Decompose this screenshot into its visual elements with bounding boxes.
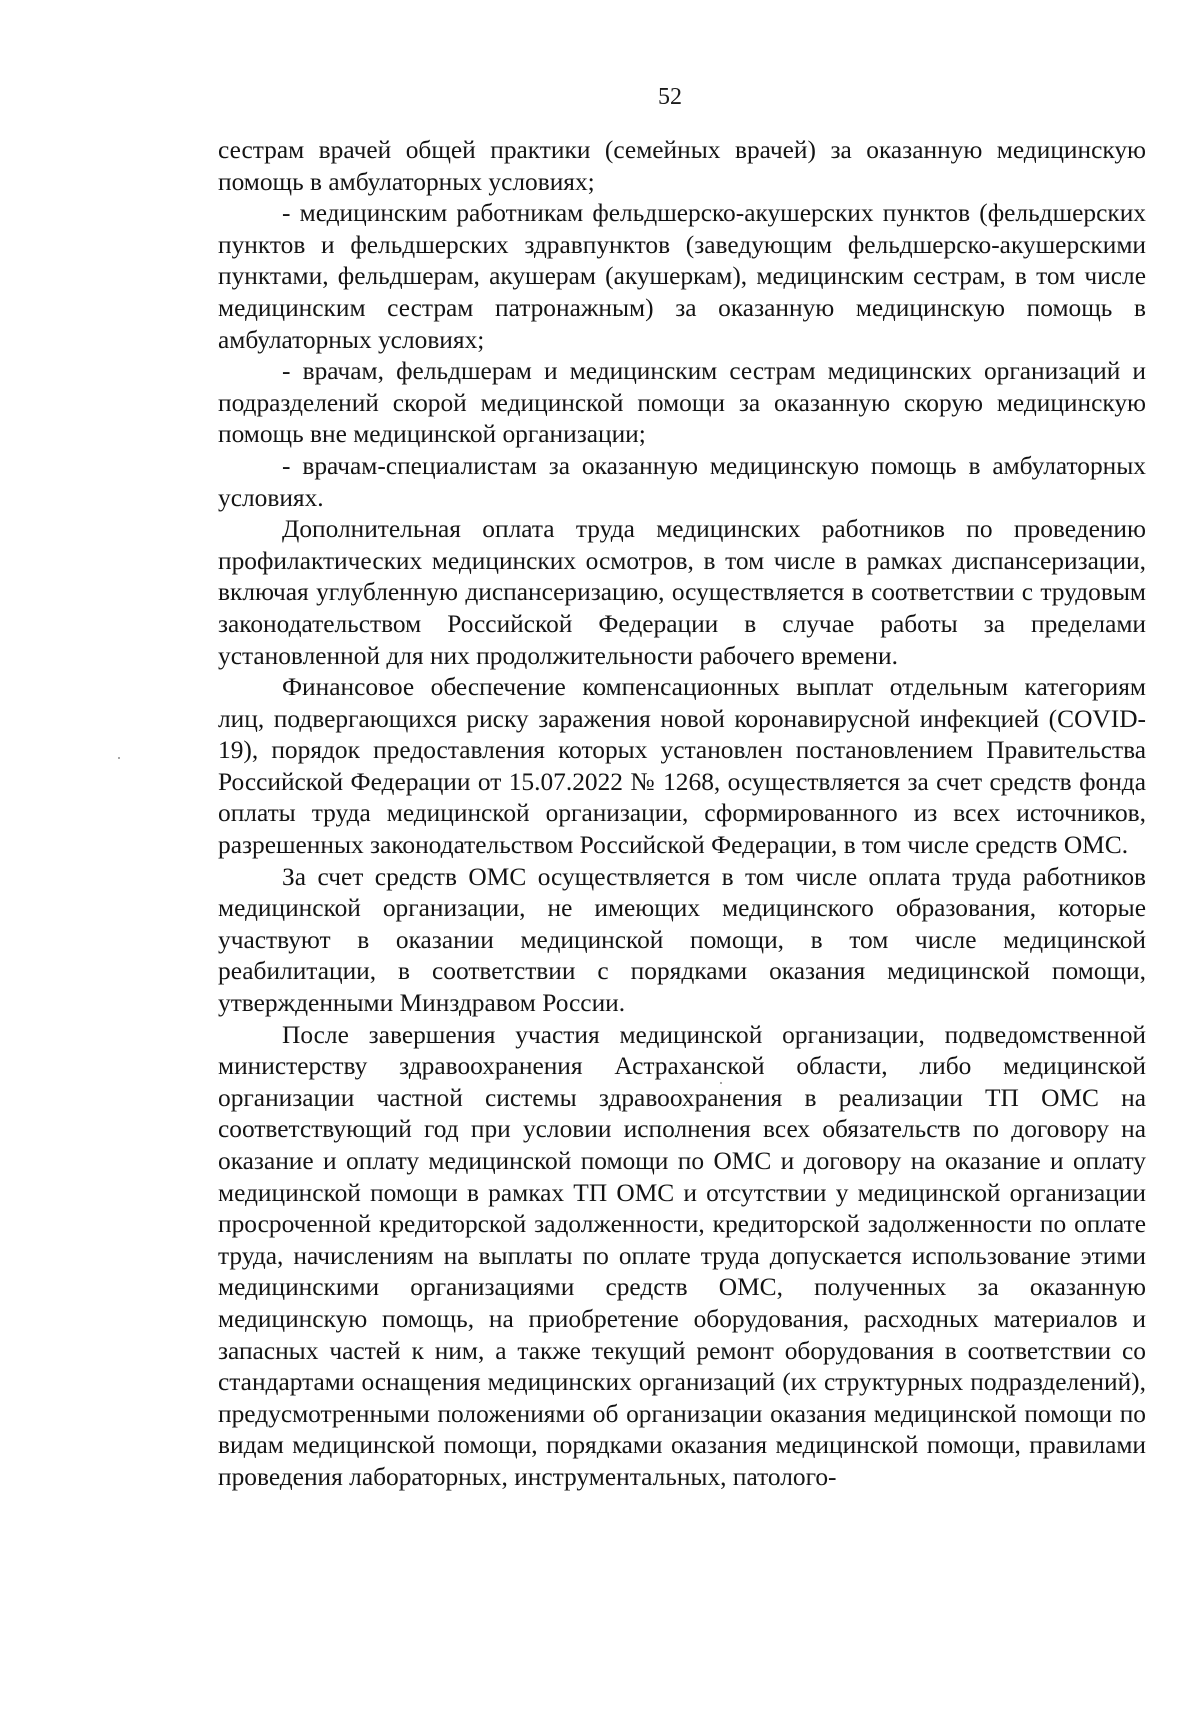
- paragraph-equipment-funds: После завершения участия медицинской организации, подведомственной министерству здравоохранения Астраханской области, либо медицинской организации частной системы здравоохранения в реализации ТП ОМС на соответствующий год при условии исполнения всех обязательств по договору на оказание и оплату медицинской помощи по ОМС и договору на оказание и оплату медицинской помощи в рамках ТП ОМС и отсутствии у медицинской организации просроченной кредиторской задолженности, кредиторской задолженности по оплате труда, начислениям на выплаты по оплате труда допускается использование этими медицинскими организациями средств ОМС, полученных за оказанную медицинскую помощь, на приобретение оборудования, расходных материалов и запасных частей к ним, а также текущий ремонт оборудования в соответствии со стандартами оснащения медицинских организаций (их структурных подразделений), предусмотренными положениями об организации оказания медицинской помощи по видам медицинской помощи, порядками оказания медицинской помощи, правилами проведения лабораторных, инструментальных, патолого-: [218, 1020, 1146, 1491]
- paragraph-covid-compensation: Финансовое обеспечение компенсационных выплат отдельным категориям лиц, подвергающихся риску заражения новой коронавирусной инфекцией (COVID-19), порядок предоставления которых установлен постановлением Правительства Российской Федерации от 15.07.2022 № 1268, осуществляется за счет средств фонда оплаты труда медицинской организации, сформированного из всех источников, разрешенных законодательством Российской Федерации, в том числе средств ОМС.: [218, 673, 1146, 860]
- scan-speck: [118, 757, 120, 759]
- page-number: 52: [658, 84, 682, 110]
- paragraph-additional-pay: Дополнительная оплата труда медицинских работников по проведению профилактических медицинских осмотров, в том числе в рамках диспансеризации, включая углубленную диспансеризацию, осуществляется в соответствии с трудовым законодательством Российской Федерации в случае работы за пределами установленной для них продолжительности рабочего времени.: [218, 515, 1146, 670]
- list-item-specialist-doctors: - врачам-специалистам за оказанную медицинскую помощь в амбулаторных условиях.: [218, 451, 1146, 512]
- document-body: [218, 135, 1146, 1494]
- list-item-paramedic-workers: - медицинским работникам фельдшерско-акушерских пунктов (фельдшерских пунктов и фельдшерских здравпунктов (заведующим фельдшерско-акушерскими пунктами, фельдшерам, акушерам (акушеркам), медицинским сестрам, в том числе медицинским сестрам патронажным) за оказанную медицинскую помощь в амбулаторных условиях;: [218, 199, 1146, 354]
- list-item-ambulance-workers: - врачам, фельдшерам и медицинским сестрам медицинских организаций и подразделений скорой медицинской помощи за оказанную скорую медицинскую помощь вне медицинской организации;: [218, 357, 1146, 449]
- paragraph-continuation: сестрам врачей общей практики (семейных врачей) за оказанную медицинскую помощь в амбулаторных условиях;: [218, 136, 1146, 196]
- paragraph-non-medical-staff: За счет средств ОМС осуществляется в том числе оплата труда работников медицинской организации, не имеющих медицинского образования, которые участвуют в оказании медицинской помощи, в том числе медицинской реабилитации, в соответствии с порядками оказания медицинской помощи, утвержденными Минздравом России.: [218, 862, 1146, 1018]
- scan-speck: [720, 1082, 722, 1084]
